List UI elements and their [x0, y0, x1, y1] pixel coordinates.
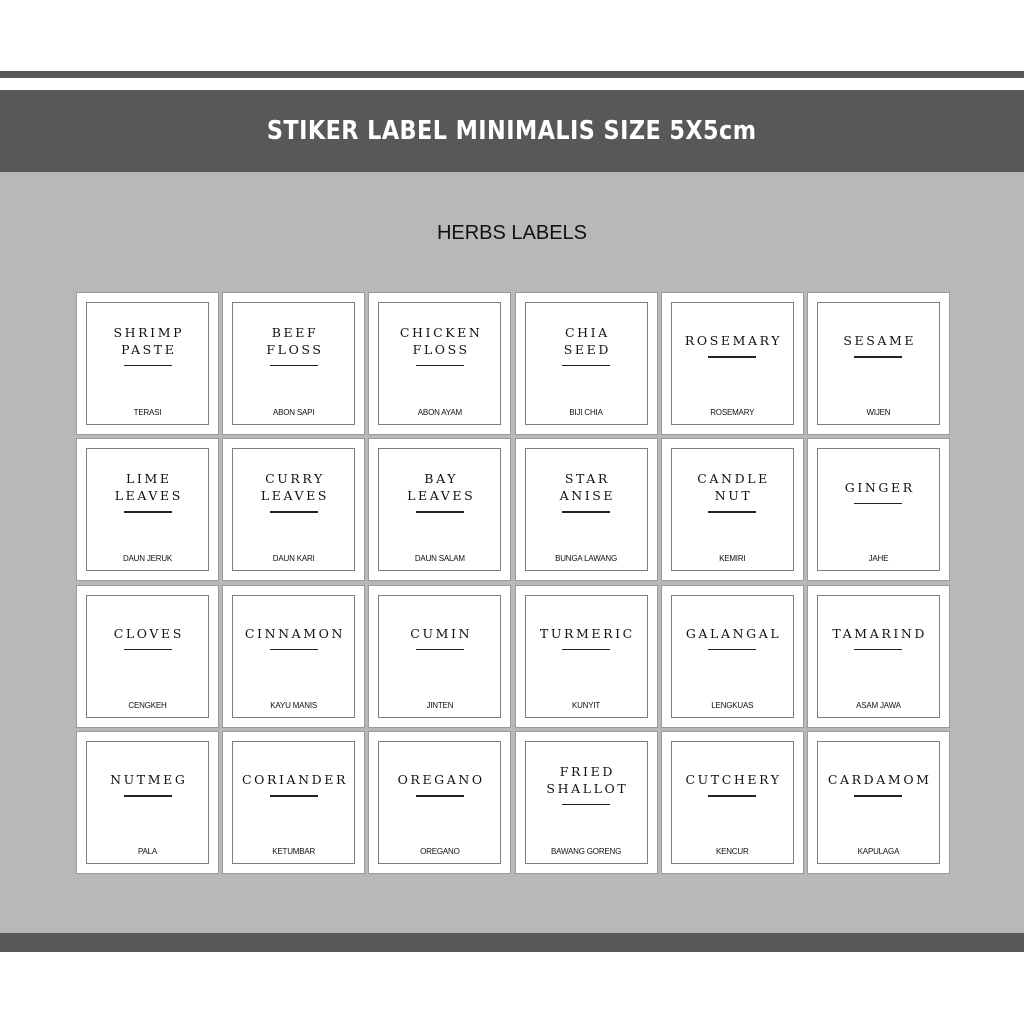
label-inner-frame: [671, 302, 794, 425]
label-card: [515, 585, 658, 728]
label-content: [672, 449, 793, 533]
label-inner-frame: [525, 741, 648, 864]
label-card: [807, 585, 950, 728]
label-name: LIME LEAVES: [114, 471, 183, 504]
label-card: [76, 585, 219, 728]
label-name: FRIED SHALLOT: [546, 763, 629, 796]
top-divider-line: [0, 71, 1024, 78]
label-inner-frame: [525, 595, 648, 718]
label-subtitle: DAUN SALAM: [414, 554, 465, 564]
label-card: [515, 438, 658, 581]
label-inner-frame: [232, 741, 355, 864]
page-title: STIKER LABEL MINIMALIS SIZE 5X5cm: [267, 116, 757, 146]
label-content: [379, 596, 500, 680]
label-subtitle: WIJEN: [866, 408, 891, 417]
label-name: ROSEMARY: [684, 333, 783, 349]
label-subtitle: KENCUR: [715, 846, 749, 856]
label-content: [87, 303, 208, 387]
label-card: [222, 731, 365, 874]
label-rule: [416, 511, 464, 513]
label-content: [672, 742, 793, 826]
header-banner: [0, 90, 1024, 172]
label-content: [233, 303, 354, 387]
label-rule: [708, 511, 756, 513]
label-name: STAR ANISE: [559, 471, 616, 504]
label-inner-frame: [86, 595, 209, 718]
label-card: [661, 292, 804, 435]
label-subtitle: ROSEMARY: [710, 408, 755, 417]
label-subtitle: DAUN JERUK: [122, 554, 173, 564]
label-name: CUTCHERY: [685, 772, 782, 788]
label-rule: [416, 365, 464, 367]
label-name: CHIA SEED: [563, 324, 611, 357]
label-rule: [124, 649, 172, 651]
label-subtitle: KETUMBAR: [272, 846, 316, 856]
label-name: CHICKEN FLOSS: [399, 324, 483, 357]
label-rule: [124, 795, 172, 797]
label-name: OREGANO: [397, 772, 485, 788]
label-inner-frame: [378, 302, 501, 425]
label-card: [76, 438, 219, 581]
label-rule: [708, 356, 756, 358]
label-inner-frame: [671, 741, 794, 864]
label-rule: [854, 356, 902, 358]
label-name: CUMIN: [410, 625, 473, 641]
label-rule: [270, 649, 318, 651]
label-subtitle: ABON AYAM: [417, 408, 462, 417]
label-inner-frame: [817, 448, 940, 571]
label-rule: [270, 795, 318, 797]
label-rule: [270, 365, 318, 367]
label-inner-frame: [86, 448, 209, 571]
label-inner-frame: [86, 741, 209, 864]
label-content: [526, 742, 647, 826]
label-card: [661, 731, 804, 874]
label-content: [233, 449, 354, 533]
label-rule: [416, 649, 464, 651]
label-rule: [854, 503, 902, 505]
label-subtitle: KAPULAGA: [857, 846, 900, 856]
label-inner-frame: [232, 448, 355, 571]
label-subtitle: BIJI CHIA: [569, 408, 603, 417]
label-inner-frame: [378, 741, 501, 864]
label-content: [818, 303, 939, 387]
label-subtitle: DAUN KARI: [272, 554, 315, 564]
label-content: [379, 742, 500, 826]
label-name: SESAME: [843, 333, 917, 349]
label-rule: [416, 795, 464, 797]
label-inner-frame: [817, 302, 940, 425]
label-content: [526, 596, 647, 680]
label-card: [76, 292, 219, 435]
label-subtitle: KEMIRI: [719, 554, 746, 564]
label-content: [87, 742, 208, 826]
label-inner-frame: [525, 448, 648, 571]
label-rule: [562, 365, 610, 367]
label-inner-frame: [671, 595, 794, 718]
label-inner-frame: [525, 302, 648, 425]
label-grid: [76, 292, 950, 874]
label-content: [818, 742, 939, 826]
bottom-banner: [0, 933, 1024, 952]
label-name: CLOVES: [113, 625, 184, 641]
label-inner-frame: [378, 448, 501, 571]
label-inner-frame: [817, 741, 940, 864]
label-subtitle: PALA: [137, 846, 158, 856]
label-rule: [562, 649, 610, 651]
label-card: [661, 585, 804, 728]
label-rule: [124, 365, 172, 367]
label-name: CINNAMON: [244, 625, 346, 641]
label-inner-frame: [817, 595, 940, 718]
label-name: NUTMEG: [110, 772, 188, 788]
label-inner-frame: [232, 302, 355, 425]
label-card: [368, 585, 511, 728]
label-card: [661, 438, 804, 581]
label-subtitle: CENGKEH: [128, 700, 167, 710]
label-subtitle: LENGKUAS: [711, 700, 754, 710]
section-title: HERBS LABELS: [436, 222, 588, 244]
label-card: [368, 438, 511, 581]
label-card: [368, 731, 511, 874]
label-inner-frame: [86, 302, 209, 425]
label-rule: [708, 795, 756, 797]
label-content: [672, 303, 793, 387]
label-name: GINGER: [844, 479, 915, 495]
label-content: [526, 303, 647, 387]
label-content: [87, 596, 208, 680]
label-name: CORIANDER: [241, 772, 349, 788]
label-name: CARDAMOM: [827, 772, 932, 788]
label-card: [76, 731, 219, 874]
label-subtitle: KUNYIT: [571, 700, 601, 710]
label-rule: [708, 649, 756, 651]
label-subtitle: JINTEN: [426, 700, 454, 710]
label-card: [515, 292, 658, 435]
label-subtitle: BUNGA LAWANG: [555, 554, 618, 564]
label-name: TAMARIND: [832, 625, 928, 641]
label-inner-frame: [232, 595, 355, 718]
label-content: [233, 742, 354, 826]
label-subtitle: BAWANG GORENG: [550, 846, 622, 856]
label-name: CURRY LEAVES: [260, 471, 330, 504]
label-subtitle: JAHE: [868, 554, 889, 564]
label-inner-frame: [671, 448, 794, 571]
label-content: [87, 449, 208, 533]
label-name: TURMERIC: [539, 625, 635, 641]
label-card: [515, 731, 658, 874]
label-card: [222, 438, 365, 581]
label-card: [807, 731, 950, 874]
label-card: [807, 438, 950, 581]
label-content: [379, 303, 500, 387]
label-card: [807, 292, 950, 435]
label-name: SHRIMP PASTE: [113, 324, 185, 357]
label-content: [233, 596, 354, 680]
label-rule: [562, 804, 610, 806]
label-content: [672, 596, 793, 680]
label-content: [818, 596, 939, 680]
label-card: [222, 292, 365, 435]
label-card: [222, 585, 365, 728]
label-name: CANDLE NUT: [697, 471, 770, 504]
label-rule: [270, 511, 318, 513]
label-rule: [124, 511, 172, 513]
label-subtitle: OREGANO: [420, 846, 460, 856]
label-subtitle: ASAM JAWA: [856, 700, 901, 710]
label-content: [379, 449, 500, 533]
label-rule: [562, 511, 610, 513]
label-subtitle: ABON SAPI: [273, 408, 315, 417]
label-rule: [854, 649, 902, 651]
label-name: BEEF FLOSS: [266, 324, 324, 357]
label-subtitle: KAYU MANIS: [270, 700, 318, 710]
label-content: [526, 449, 647, 533]
label-content: [818, 449, 939, 533]
label-name: GALANGAL: [685, 625, 782, 641]
label-inner-frame: [378, 595, 501, 718]
label-card: [368, 292, 511, 435]
label-name: BAY LEAVES: [407, 471, 476, 504]
label-subtitle: TERASI: [133, 408, 162, 417]
label-rule: [854, 795, 902, 797]
